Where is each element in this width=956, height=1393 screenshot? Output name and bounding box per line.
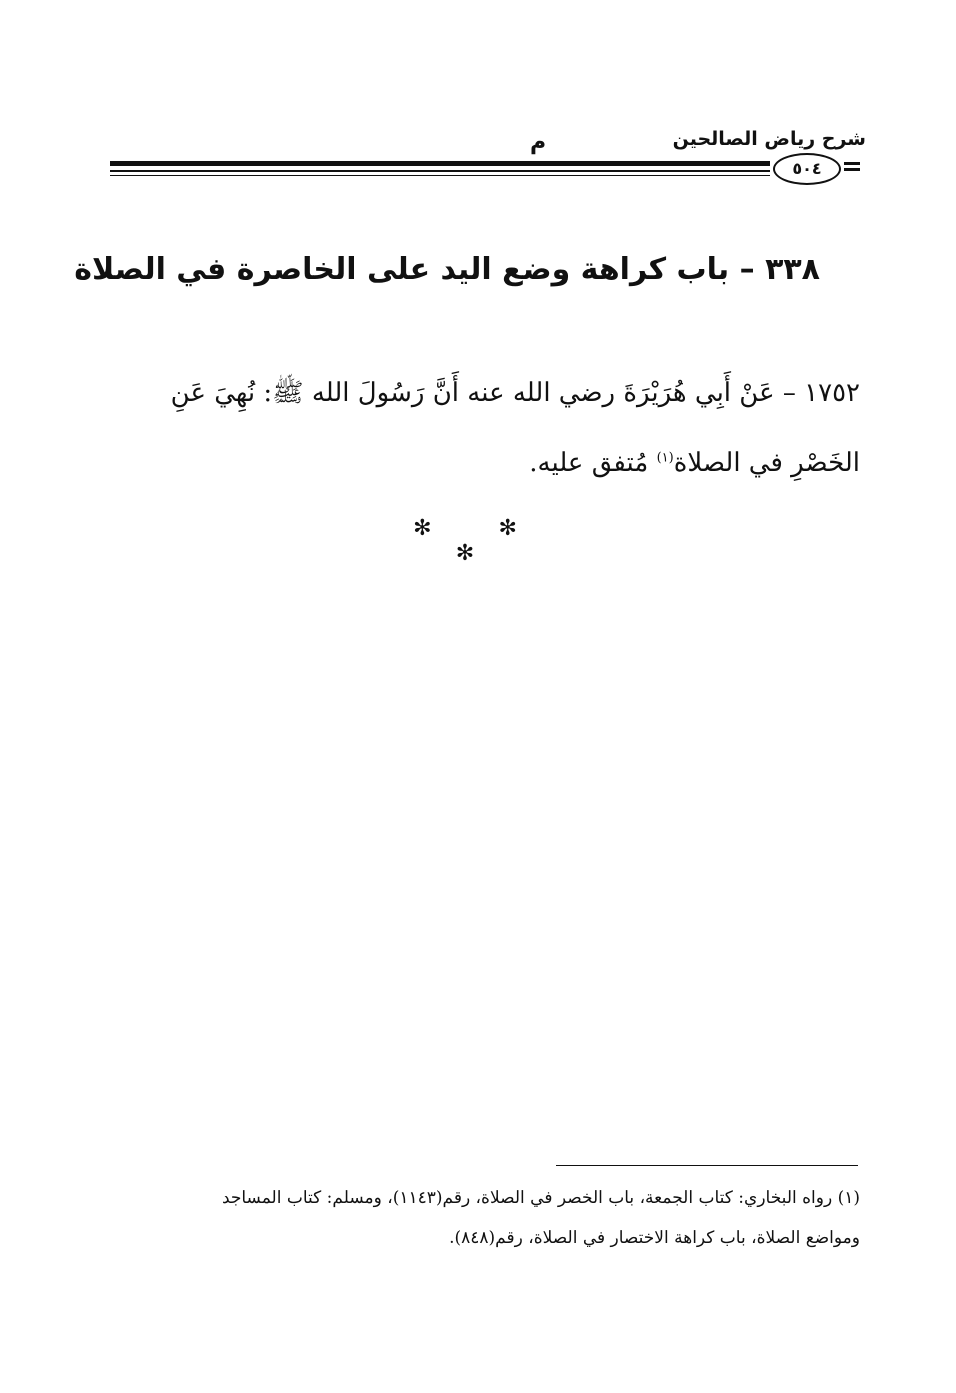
footnote-reference: (١) xyxy=(656,450,674,466)
header-rule-thin xyxy=(110,170,770,172)
running-title: شرح رياض الصالحين xyxy=(672,128,866,150)
footnote-line-2: ومواضع الصلاة، باب كراهة الاختصار في الصلاة، رقم(٨٤٨). xyxy=(449,1228,860,1248)
header-end-bars xyxy=(844,162,860,174)
hadith-text xyxy=(108,358,860,498)
footnote-line-1: (١) رواه البخاري: كتاب الجمعة، باب الخصر في الصلاة، رقم(١١٤٣)، ومسلم: كتاب المساجد xyxy=(221,1188,860,1208)
page-mark: م xyxy=(530,130,547,155)
hadith-line-2-end: مُتفق عليه. xyxy=(529,448,657,478)
hadith-line-2-start: الخَصْرِ في الصلاة xyxy=(673,448,860,478)
header-rule-hairline xyxy=(110,175,770,176)
page-number: ٥٠٤ xyxy=(773,153,841,185)
hadith-line-1: ١٧٥٢ – عَنْ أَبِي هُرَيْرَةَ رضي الله عنه أَنَّ رَسُولَ الله ﷺ: نُهِيَ عَنِ xyxy=(170,378,860,408)
hadith-line-2 xyxy=(108,428,860,498)
section-separator-stars: ✻ ✻ ✻ xyxy=(413,516,547,566)
page-header xyxy=(110,118,866,190)
footnotes xyxy=(108,1178,860,1258)
chapter-heading: ٣٣٨ – باب كراهة وضع اليد على الخاصرة في الصلاة xyxy=(74,252,820,287)
header-rule-thick xyxy=(110,161,770,166)
footnote-rule xyxy=(556,1165,858,1166)
